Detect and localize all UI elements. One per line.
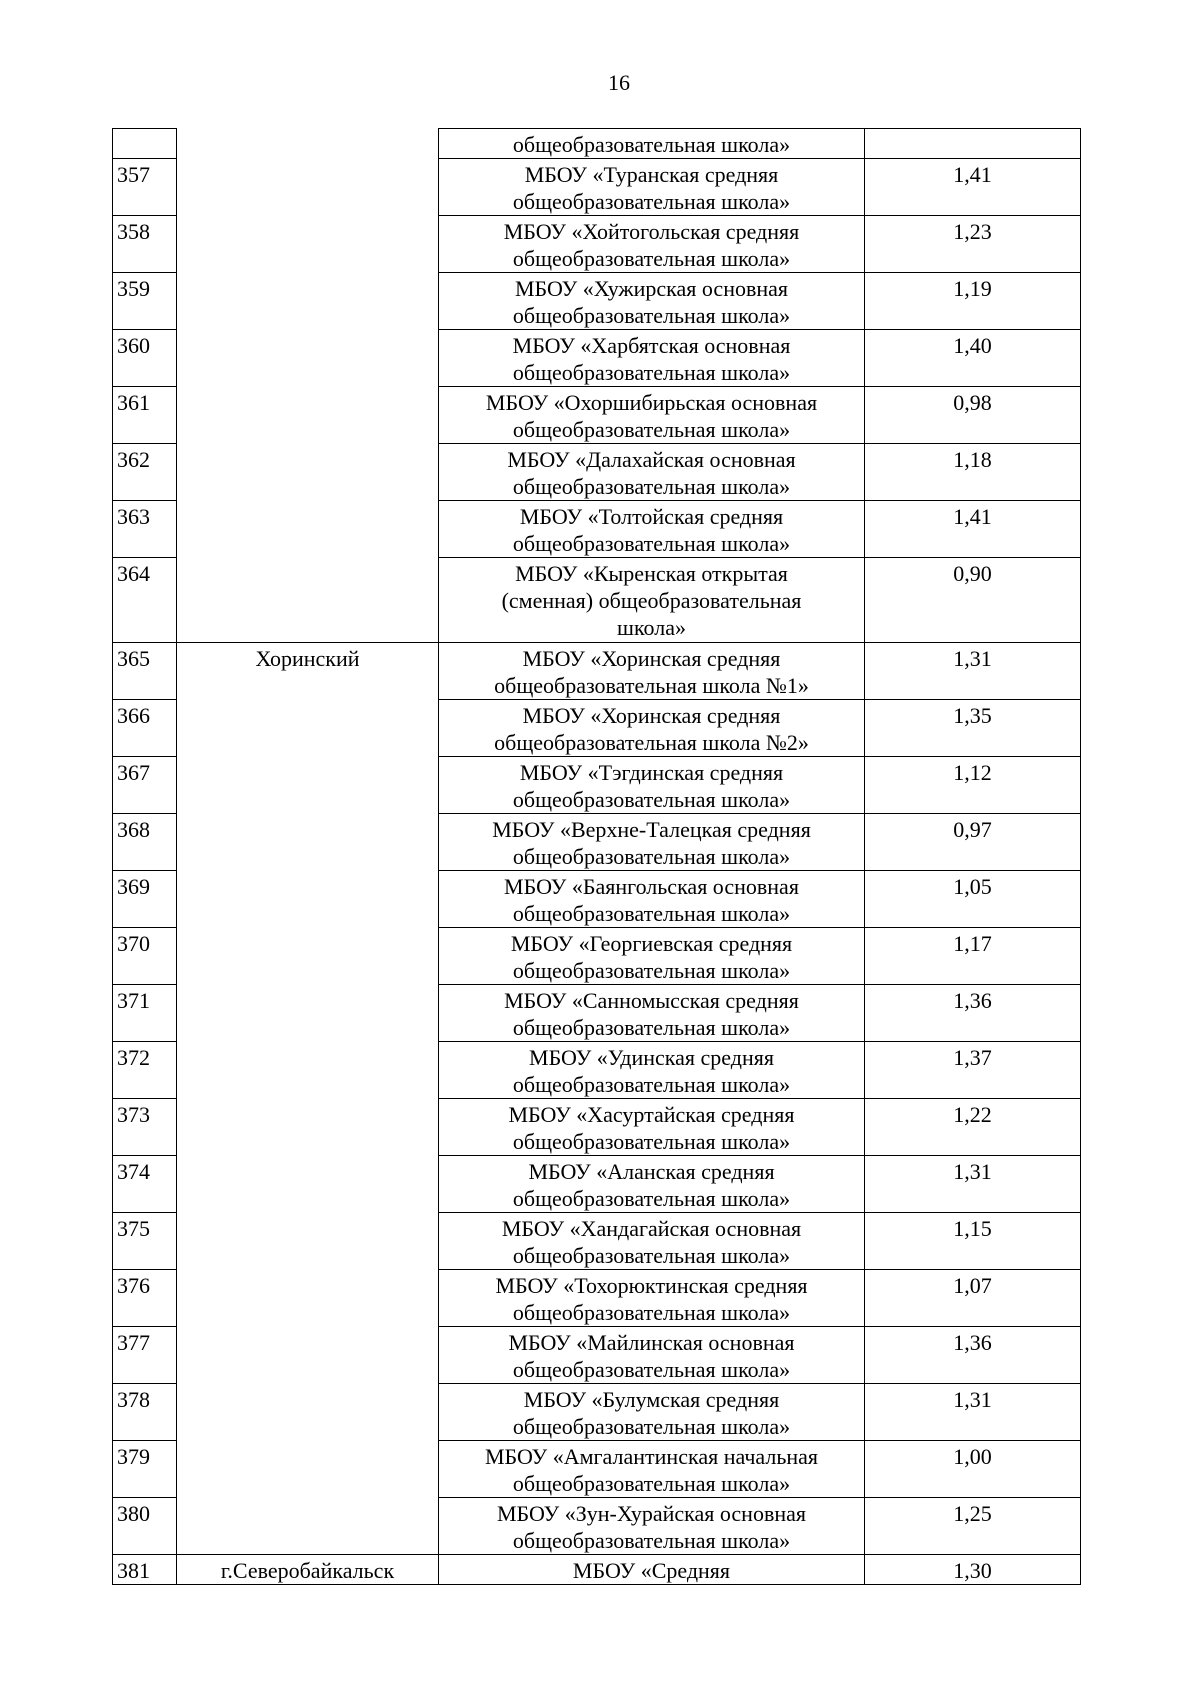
coefficient-value: 1,31 xyxy=(865,1156,1081,1213)
table-row xyxy=(113,387,1081,444)
district-cell xyxy=(177,159,439,216)
school-name-line: МБОУ «Санномысская средняя xyxy=(504,988,799,1013)
table-row xyxy=(113,273,1081,330)
coefficient-value: 1,41 xyxy=(865,159,1081,216)
coefficient-value: 1,36 xyxy=(865,985,1081,1042)
district-cell xyxy=(177,1213,439,1270)
district-cell xyxy=(177,814,439,871)
district-cell xyxy=(177,871,439,928)
coefficient-value: 1,35 xyxy=(865,700,1081,757)
school-name xyxy=(439,330,865,387)
school-name-line: общеобразовательная школа» xyxy=(512,417,791,442)
school-name xyxy=(439,1099,865,1156)
school-name xyxy=(439,1270,865,1327)
school-name-line: МБОУ «Баянгольская основная xyxy=(504,874,799,899)
district-cell xyxy=(177,330,439,387)
row-number: 377 xyxy=(113,1327,177,1384)
district-cell xyxy=(177,1270,439,1327)
coefficient-value: 1,17 xyxy=(865,928,1081,985)
coefficient-value: 1,18 xyxy=(865,444,1081,501)
district-cell xyxy=(177,129,439,159)
school-name xyxy=(439,501,865,558)
school-name-line: МБОУ «Охоршибирьская основная xyxy=(485,390,818,415)
table-row xyxy=(113,1555,1081,1585)
table-row xyxy=(113,1099,1081,1156)
schools-table xyxy=(112,128,1081,1585)
row-number: 358 xyxy=(113,216,177,273)
district-cell xyxy=(177,1327,439,1384)
district-cell xyxy=(177,1042,439,1099)
table-row xyxy=(113,1270,1081,1327)
school-name xyxy=(439,928,865,985)
coefficient-value: 1,19 xyxy=(865,273,1081,330)
school-name-line: МБОУ «Булумская средняя xyxy=(523,1387,780,1412)
row-number: 366 xyxy=(113,700,177,757)
school-name-line: МБОУ «Кыренская открытая xyxy=(515,561,788,586)
coefficient-value: 0,97 xyxy=(865,814,1081,871)
district-cell: Хоринский xyxy=(177,643,439,700)
school-name-line: общеобразовательная школа №2» xyxy=(494,730,809,755)
school-name-line: МБОУ «Амгалантинская начальная xyxy=(484,1444,819,1469)
district-cell xyxy=(177,1384,439,1441)
school-name-line: МБОУ «Георгиевская средняя xyxy=(510,931,793,956)
district-cell xyxy=(177,757,439,814)
table-row xyxy=(113,1042,1081,1099)
school-name-line: общеобразовательная школа» xyxy=(512,1186,791,1211)
school-name xyxy=(439,387,865,444)
coefficient-value: 1,25 xyxy=(865,1498,1081,1555)
school-name xyxy=(439,643,865,700)
school-name-line: общеобразовательная школа» xyxy=(512,303,791,328)
school-name-line: МБОУ «Майлинская основная xyxy=(508,1330,795,1355)
school-name-line: общеобразовательная школа» xyxy=(512,1015,791,1040)
row-number: 379 xyxy=(113,1441,177,1498)
school-name xyxy=(439,444,865,501)
coefficient-value: 1,41 xyxy=(865,501,1081,558)
table-row xyxy=(113,558,1081,643)
district-cell xyxy=(177,387,439,444)
coefficient-value: 1,31 xyxy=(865,1384,1081,1441)
table-row xyxy=(113,985,1081,1042)
coefficient-value: 1,37 xyxy=(865,1042,1081,1099)
row-number: 363 xyxy=(113,501,177,558)
row-number: 359 xyxy=(113,273,177,330)
district-cell xyxy=(177,985,439,1042)
table-row xyxy=(113,928,1081,985)
school-name-line: МБОУ «Туранская средняя xyxy=(524,162,779,187)
coefficient-value: 1,30 xyxy=(865,1555,1081,1585)
district-cell xyxy=(177,444,439,501)
school-name-line: общеобразовательная школа» xyxy=(512,132,791,157)
row-number: 368 xyxy=(113,814,177,871)
school-name-line: общеобразовательная школа» xyxy=(512,901,791,926)
table-row xyxy=(113,330,1081,387)
page-number: 16 xyxy=(608,70,630,95)
row-number: 362 xyxy=(113,444,177,501)
school-name xyxy=(439,757,865,814)
row-number: 364 xyxy=(113,558,177,643)
coefficient-value: 1,36 xyxy=(865,1327,1081,1384)
school-name-line: общеобразовательная школа» xyxy=(512,1129,791,1154)
district-cell xyxy=(177,1156,439,1213)
school-name-line: общеобразовательная школа» xyxy=(512,1072,791,1097)
row-number: 369 xyxy=(113,871,177,928)
district-cell xyxy=(177,216,439,273)
coefficient-value: 1,12 xyxy=(865,757,1081,814)
district-cell xyxy=(177,1099,439,1156)
school-name-line: МБОУ «Хандагайская основная xyxy=(501,1216,802,1241)
row-number: 373 xyxy=(113,1099,177,1156)
table-row xyxy=(113,1327,1081,1384)
school-name-line: общеобразовательная школа» xyxy=(512,844,791,869)
table-row xyxy=(113,159,1081,216)
row-number: 357 xyxy=(113,159,177,216)
row-number: 367 xyxy=(113,757,177,814)
school-name xyxy=(439,273,865,330)
school-name-line: МБОУ «Тэгдинская средняя xyxy=(519,760,784,785)
table-row xyxy=(113,1213,1081,1270)
table-row xyxy=(113,814,1081,871)
row-number: 378 xyxy=(113,1384,177,1441)
coefficient-value: 1,07 xyxy=(865,1270,1081,1327)
row-number: 380 xyxy=(113,1498,177,1555)
school-name xyxy=(439,1042,865,1099)
table-row xyxy=(113,1441,1081,1498)
row-number: 375 xyxy=(113,1213,177,1270)
school-name-line: МБОУ «Средняя xyxy=(572,1558,731,1583)
school-name-line: общеобразовательная школа» xyxy=(512,474,791,499)
row-number xyxy=(113,129,177,159)
district-cell xyxy=(177,558,439,643)
district-cell xyxy=(177,700,439,757)
school-name-line: общеобразовательная школа» xyxy=(512,1471,791,1496)
coefficient-value: 0,90 xyxy=(865,558,1081,643)
school-name-line: МБОУ «Толтойская средняя xyxy=(519,504,784,529)
table-row xyxy=(113,501,1081,558)
row-number: 381 xyxy=(113,1555,177,1585)
district-cell xyxy=(177,1498,439,1555)
coefficient-value: 1,23 xyxy=(865,216,1081,273)
table-row xyxy=(113,1156,1081,1213)
coefficient-value: 1,31 xyxy=(865,643,1081,700)
schools-table-body xyxy=(113,129,1081,1585)
table-row xyxy=(113,871,1081,928)
table-row xyxy=(113,700,1081,757)
coefficient-value: 1,22 xyxy=(865,1099,1081,1156)
school-name-line: общеобразовательная школа» xyxy=(512,531,791,556)
school-name xyxy=(439,1327,865,1384)
row-number: 360 xyxy=(113,330,177,387)
row-number: 372 xyxy=(113,1042,177,1099)
school-name-line: МБОУ «Хасуртайская средняя xyxy=(508,1102,795,1127)
row-number: 371 xyxy=(113,985,177,1042)
school-name-line: МБОУ «Хойтогольская средняя xyxy=(503,219,800,244)
school-name xyxy=(439,871,865,928)
school-name xyxy=(439,1441,865,1498)
coefficient-value: 1,05 xyxy=(865,871,1081,928)
row-number: 370 xyxy=(113,928,177,985)
district-cell xyxy=(177,928,439,985)
school-name-line: МБОУ «Далахайская основная xyxy=(507,447,796,472)
school-name-line: МБОУ «Хоринская средняя xyxy=(522,646,781,671)
school-name xyxy=(439,216,865,273)
school-name-line: (сменная) общеобразовательная xyxy=(501,588,802,613)
school-name-line: общеобразовательная школа» xyxy=(512,360,791,385)
school-name-line: школа» xyxy=(617,615,686,640)
school-name-line: общеобразовательная школа» xyxy=(512,1243,791,1268)
coefficient-value xyxy=(865,129,1081,159)
school-name xyxy=(439,814,865,871)
school-name-line: общеобразовательная школа» xyxy=(512,787,791,812)
row-number: 365 xyxy=(113,643,177,700)
school-name-line: общеобразовательная школа» xyxy=(512,1300,791,1325)
school-name xyxy=(439,1213,865,1270)
table-row xyxy=(113,216,1081,273)
coefficient-value: 1,00 xyxy=(865,1441,1081,1498)
school-name xyxy=(439,558,865,643)
school-name xyxy=(439,700,865,757)
school-name-line: МБОУ «Аланская средняя xyxy=(528,1159,775,1184)
school-name-line: общеобразовательная школа №1» xyxy=(494,673,809,698)
school-name-line: общеобразовательная школа» xyxy=(512,189,791,214)
table-row xyxy=(113,444,1081,501)
district-cell xyxy=(177,1441,439,1498)
school-name xyxy=(439,129,865,159)
coefficient-value: 0,98 xyxy=(865,387,1081,444)
table-row xyxy=(113,643,1081,700)
table-row xyxy=(113,129,1081,159)
school-name xyxy=(439,1555,865,1585)
school-name-line: МБОУ «Зун-Хурайская основная xyxy=(496,1501,807,1526)
school-name-line: МБОУ «Харбятская основная xyxy=(512,333,791,358)
table-row xyxy=(113,757,1081,814)
coefficient-value: 1,15 xyxy=(865,1213,1081,1270)
school-name-line: МБОУ «Хоринская средняя xyxy=(522,703,781,728)
row-number: 374 xyxy=(113,1156,177,1213)
school-name-line: МБОУ «Удинская средняя xyxy=(529,1045,774,1070)
school-name xyxy=(439,1156,865,1213)
school-name xyxy=(439,1498,865,1555)
table-row xyxy=(113,1498,1081,1555)
district-cell: г.Северобайкальск xyxy=(177,1555,439,1585)
school-name-line: МБОУ «Тохорюктинская средняя xyxy=(495,1273,808,1298)
district-cell xyxy=(177,273,439,330)
school-name-line: общеобразовательная школа» xyxy=(512,1528,791,1553)
school-name-line: МБОУ «Хужирская основная xyxy=(514,276,789,301)
school-name-line: общеобразовательная школа» xyxy=(512,246,791,271)
district-cell xyxy=(177,501,439,558)
school-name xyxy=(439,985,865,1042)
table-row xyxy=(113,1384,1081,1441)
school-name-line: МБОУ «Верхне-Талецкая средняя xyxy=(492,817,811,842)
row-number: 361 xyxy=(113,387,177,444)
coefficient-value: 1,40 xyxy=(865,330,1081,387)
school-name xyxy=(439,159,865,216)
school-name-line: общеобразовательная школа» xyxy=(512,1357,791,1382)
row-number: 376 xyxy=(113,1270,177,1327)
school-name xyxy=(439,1384,865,1441)
school-name-line: общеобразовательная школа» xyxy=(512,958,791,983)
school-name-line: общеобразовательная школа» xyxy=(512,1414,791,1439)
